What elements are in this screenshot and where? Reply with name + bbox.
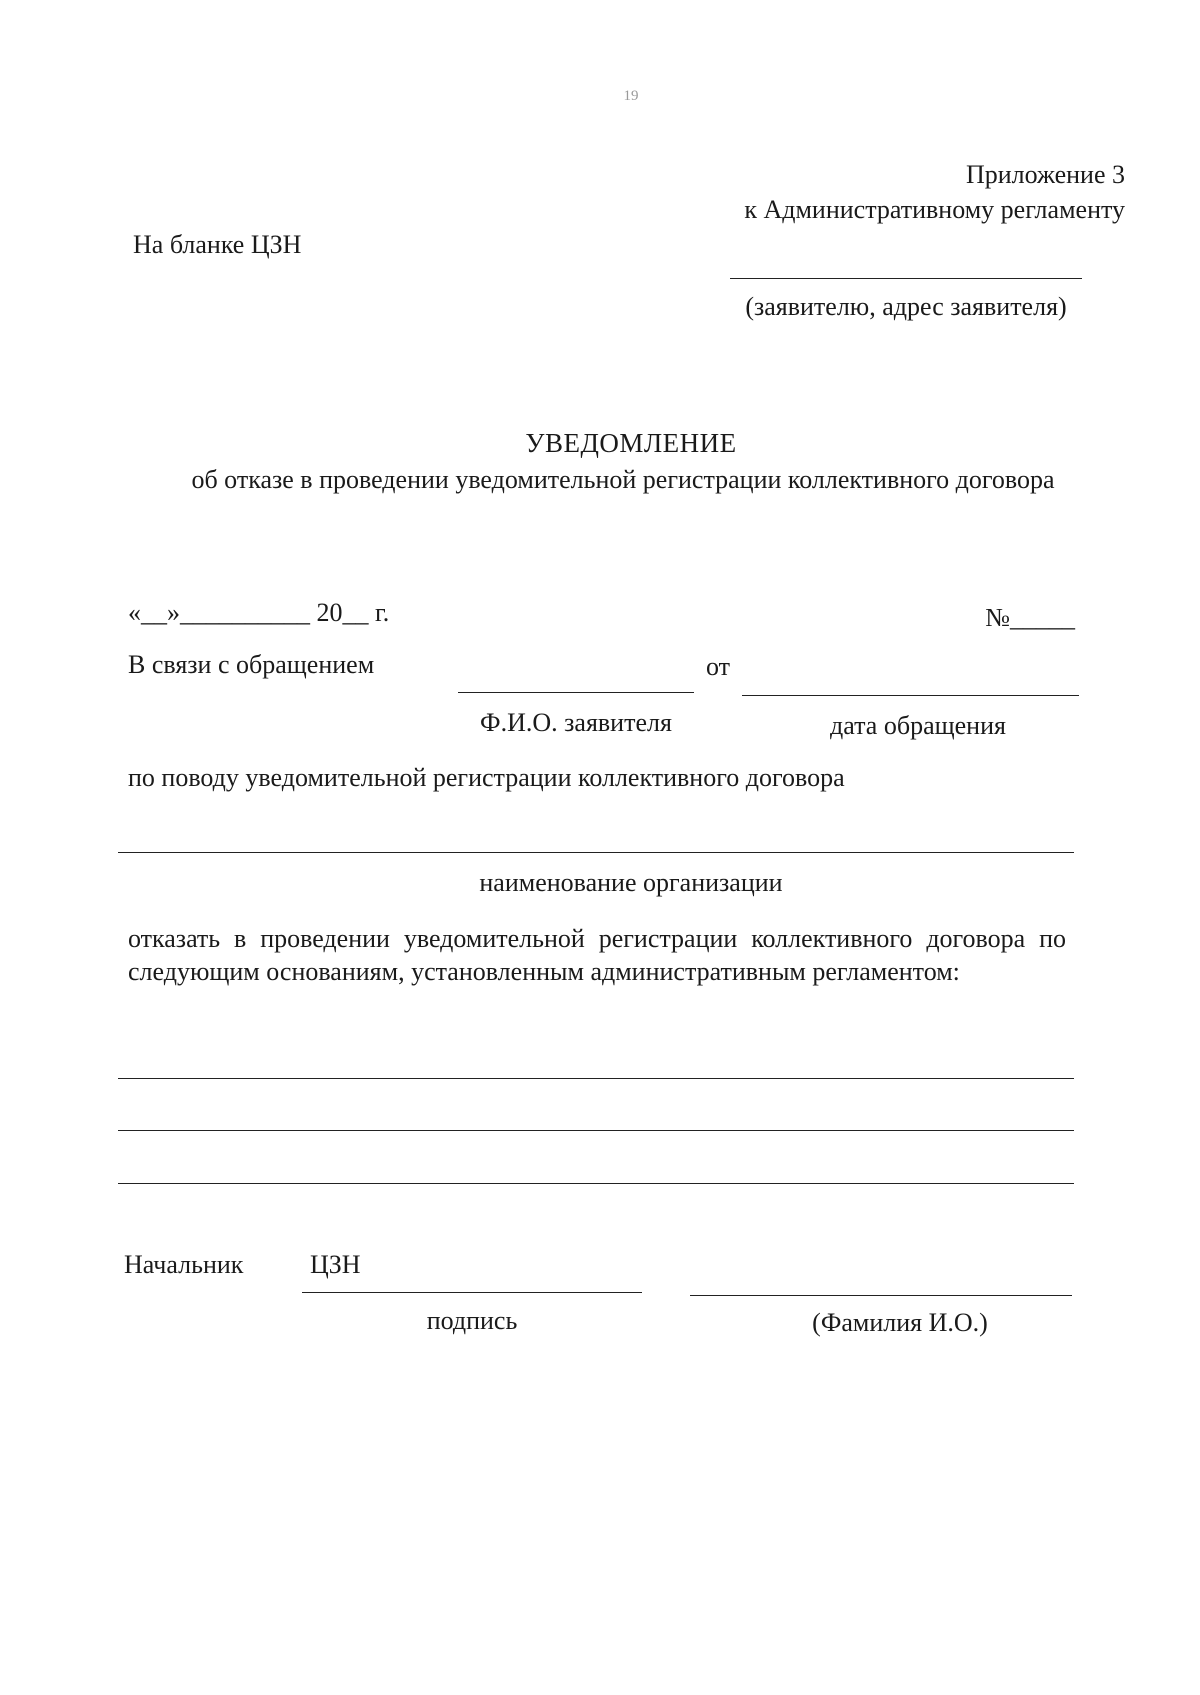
- applicant-name-caption: Ф.И.О. заявителя: [480, 708, 672, 737]
- applicant-name-line: [458, 692, 694, 693]
- letterhead-note: На бланке ЦЗН: [133, 230, 302, 259]
- number-field: №_____: [985, 603, 1075, 632]
- reason-line: [118, 1078, 1074, 1079]
- organization-name-caption: наименование организации: [479, 868, 783, 897]
- recipient-caption: (заявителю, адрес заявителя): [745, 292, 1067, 321]
- czn-label: ЦЗН: [310, 1250, 361, 1279]
- signature-caption: подпись: [426, 1306, 518, 1335]
- chief-label: Начальник: [124, 1250, 244, 1279]
- organization-name-line: [118, 852, 1074, 853]
- reason-line: [118, 1130, 1074, 1131]
- recipient-field-line: [730, 278, 1082, 279]
- document-subtitle: об отказе в проведении уведомительной регистрации коллективного договора: [191, 465, 1055, 494]
- date-field: «__»__________ 20__ г.: [128, 598, 390, 627]
- page-number: 19: [623, 88, 639, 104]
- full-name-caption: (Фамилия И.О.): [812, 1308, 988, 1337]
- signature-line: [302, 1292, 642, 1293]
- refusal-text: отказать в проведении уведомительной регистрации коллективного договора по следующим основаниям, установленным административным регламентом:: [128, 924, 1066, 986]
- reason-line: [118, 1183, 1074, 1184]
- appendix-reference: к Административному регламенту: [744, 195, 1125, 224]
- document-title: УВЕДОМЛЕНИЕ: [525, 428, 737, 458]
- request-date-line: [742, 695, 1079, 696]
- full-name-line: [690, 1295, 1072, 1296]
- from-label: от: [706, 652, 731, 681]
- in-connection-label: В связи с обращением: [128, 650, 375, 679]
- subject-text: по поводу уведомительной регистрации коллективного договора: [128, 763, 845, 792]
- appendix-heading: Приложение 3: [965, 160, 1125, 189]
- request-date-caption: дата обращения: [830, 711, 1006, 740]
